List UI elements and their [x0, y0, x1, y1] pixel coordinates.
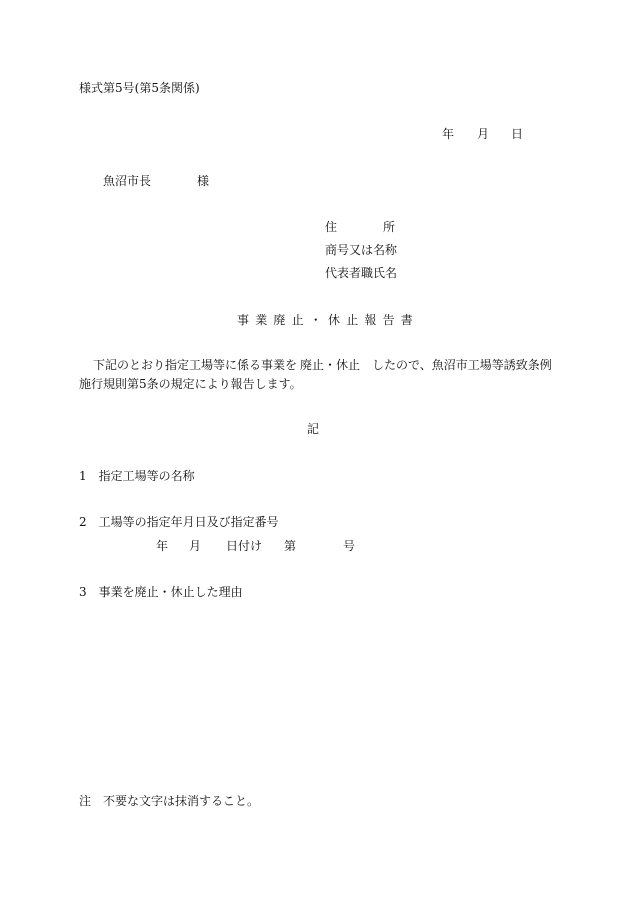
item-1-factory-name: 1 指定工場等の名称: [79, 469, 195, 483]
body-line1-part-b: 廃止・休止: [300, 358, 361, 372]
body-line2: 施行規則第5条の規定により報告します。: [79, 377, 302, 391]
addressee-name: 魚沼市長: [103, 174, 152, 188]
date-month-label: 月: [477, 127, 490, 141]
item-3-reason: 3 事業を廃止・休止した理由: [79, 585, 243, 599]
body-line1-part-a: 下記のとおり指定工場等に係る事業を: [93, 358, 298, 372]
ki-heading: 記: [307, 422, 320, 436]
item-2-designation-date: 2 工場等の指定年月日及び指定番号: [79, 515, 279, 529]
item2-month-label: 月: [189, 539, 202, 553]
trade-name-label: 商号又は名称: [325, 243, 398, 257]
item2-dated-label: 日付け: [226, 539, 263, 553]
date-day-label: 日: [511, 127, 524, 141]
date-year-label: 年: [442, 127, 455, 141]
addressee-honorific: 様: [197, 174, 210, 188]
representative-label: 代表者職氏名: [325, 266, 398, 280]
item2-dai-label: 第: [284, 539, 297, 553]
address-label-first: 住: [325, 220, 338, 234]
item2-year-label: 年: [156, 539, 169, 553]
item2-go-label: 号: [343, 539, 356, 553]
footnote: 注 不要な文字は抹消すること。: [79, 794, 260, 808]
address-label-second: 所: [383, 220, 396, 234]
body-line1-part-c: したので、魚沼市工場等誘致条例: [372, 358, 552, 372]
document-title: 事業廃止・休止報告書: [237, 313, 420, 327]
form-number: 様式第5号(第5条関係): [79, 81, 200, 95]
